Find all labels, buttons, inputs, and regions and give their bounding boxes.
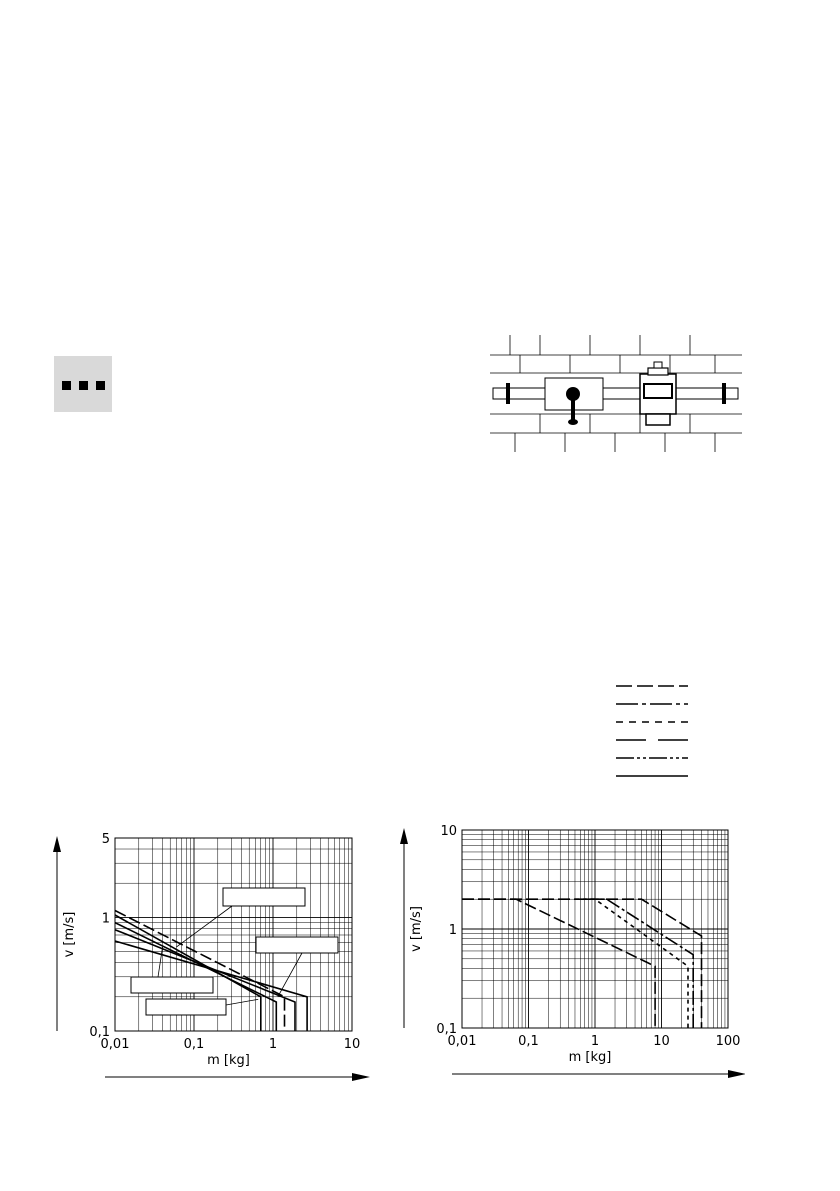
chart-right xyxy=(400,818,745,1083)
y-tick-label: 10 xyxy=(440,824,457,839)
y-axis-arrowhead xyxy=(53,836,61,852)
x-axis-arrowhead xyxy=(352,1073,370,1081)
x-tick-label: 1 xyxy=(268,1037,278,1052)
x-tick-label: 100 xyxy=(715,1034,741,1049)
annotation-box-2 xyxy=(256,937,338,953)
pipe-assembly xyxy=(493,362,738,425)
grid xyxy=(462,830,728,1028)
marker-dot xyxy=(62,381,71,390)
y-tick-label: 1 xyxy=(101,911,110,927)
series-line-3 xyxy=(585,899,694,1028)
x-tick-label: 0,01 xyxy=(447,1034,477,1049)
x-tick-label: 10 xyxy=(343,1037,361,1052)
x-axis-arrowhead xyxy=(728,1070,745,1078)
annotation-box-1 xyxy=(223,888,305,906)
x-tick-label: 10 xyxy=(653,1034,670,1049)
y-axis-arrowhead xyxy=(400,828,408,844)
y-tick-label: 0,1 xyxy=(436,1022,457,1037)
chart-left xyxy=(40,825,370,1085)
installation-illustration xyxy=(490,328,742,456)
y-tick-label: 1 xyxy=(448,923,457,938)
ellipsis-marker xyxy=(54,356,112,412)
x-tick-label: 0,01 xyxy=(100,1037,130,1052)
series-line-4 xyxy=(462,899,702,1028)
series-line-1 xyxy=(462,899,655,1028)
marker-dot xyxy=(96,381,105,390)
annotation-box-3 xyxy=(131,977,213,993)
y-tick-label: 0,1 xyxy=(89,1025,110,1040)
annotation-box-4 xyxy=(146,999,226,1015)
annotation-leader xyxy=(176,906,232,947)
annotation-leader xyxy=(226,999,258,1005)
annotation-leader xyxy=(278,953,302,997)
x-tick-label: 0,1 xyxy=(183,1037,205,1052)
y-tick-label: 5 xyxy=(101,832,110,847)
x-axis-label: m [kg] xyxy=(568,1050,612,1065)
marker-dot xyxy=(79,381,88,390)
y-axis-label: v [m/s] xyxy=(62,911,77,958)
x-axis-label: m [kg] xyxy=(207,1053,250,1068)
x-tick-label: 0,1 xyxy=(518,1034,539,1049)
x-tick-label: 1 xyxy=(590,1034,600,1049)
line-style-legend xyxy=(610,680,694,780)
y-axis-label: v [m/s] xyxy=(409,906,424,952)
